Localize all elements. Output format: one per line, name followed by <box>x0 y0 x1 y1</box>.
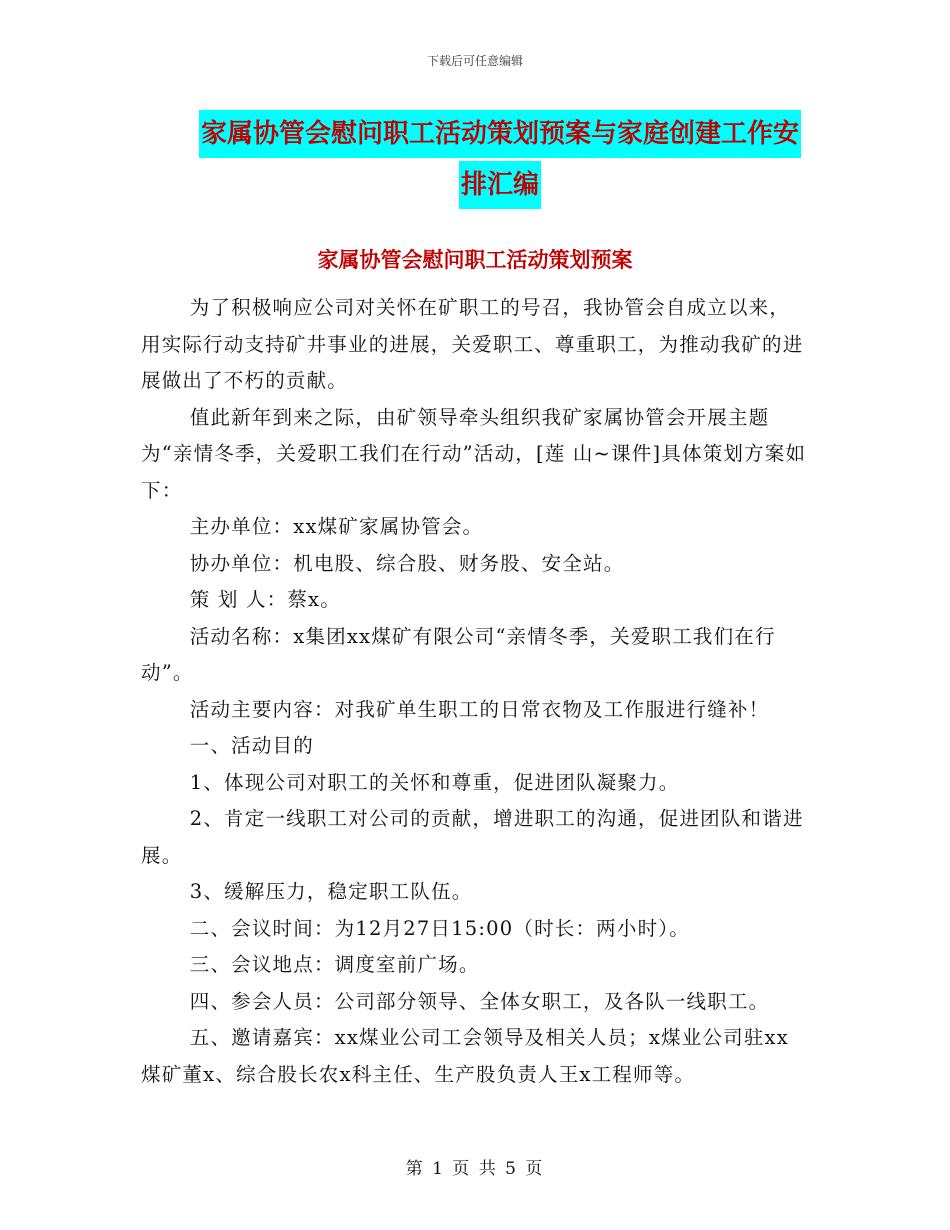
body-text <box>141 290 809 1093</box>
title-line-2: 排汇编 <box>459 161 541 209</box>
paragraph: 主办单位：xx煤矿家属协管会。 <box>189 515 484 538</box>
paragraph: 一、活动目的 <box>189 734 314 757</box>
paragraph: 活动主要内容：对我矿单生职工的日常衣物及工作服进行缝补！ <box>189 697 770 721</box>
title-line-1: 家属协管会慰问职工活动策划预案与家庭创建工作安 <box>199 110 801 158</box>
header-note: 下载后可任意编辑 <box>426 54 523 68</box>
paragraph: 3、缓解压力，稳定职工队伍。 <box>189 880 473 903</box>
paragraph: 三、会议地点：调度室前广场。 <box>189 953 480 976</box>
document-title <box>140 110 860 212</box>
paragraph: 策 划 人：蔡x。 <box>189 588 341 611</box>
paragraph: 四、参会人员：公司部分领导、全体女职工，及各队一线职工。 <box>189 989 770 1013</box>
paragraph: 五、邀请嘉宾：xx煤业公司工会领导及相关人员；x煤业公司驻xx煤矿董x、综合股长农x科主任、生产股负责人王x工程师等。 <box>141 1026 789 1086</box>
paragraph: 1、体现公司对职工的关怀和尊重，促进团队凝聚力。 <box>189 770 680 794</box>
paragraph: 活动名称：x集团xx煤矿有限公司“亲情冬季，关爱职工我们在行动”。 <box>141 624 776 684</box>
paragraph: 2、肯定一线职工对公司的贡献，增进职工的沟通，促进团队和谐进展。 <box>141 807 804 867</box>
paragraph: 二、会议时间：为12月27日15:00（时长：两小时）。 <box>189 916 690 940</box>
paragraph: 协办单位：机电股、综合股、财务股、安全站。 <box>189 551 625 575</box>
section-title: 家属协管会慰问职工活动策划预案 <box>317 248 633 272</box>
page-footer: 第 1 页 共 5 页 <box>405 1159 545 1179</box>
paragraph: 值此新年到来之际，由矿领导牵头组织我矿家属协管会开展主题为“亲情冬季，关爱职工我们在行动”活动，[莲 山~课件]具体策划方案如下： <box>141 405 807 502</box>
paragraph: 为了积极响应公司对关怀在矿职工的号召，我协管会自成立以来，用实际行动支持矿井事业的进展，关爱职工、尊重职工，为推动我矿的进展做出了不朽的贡献。 <box>141 296 804 392</box>
